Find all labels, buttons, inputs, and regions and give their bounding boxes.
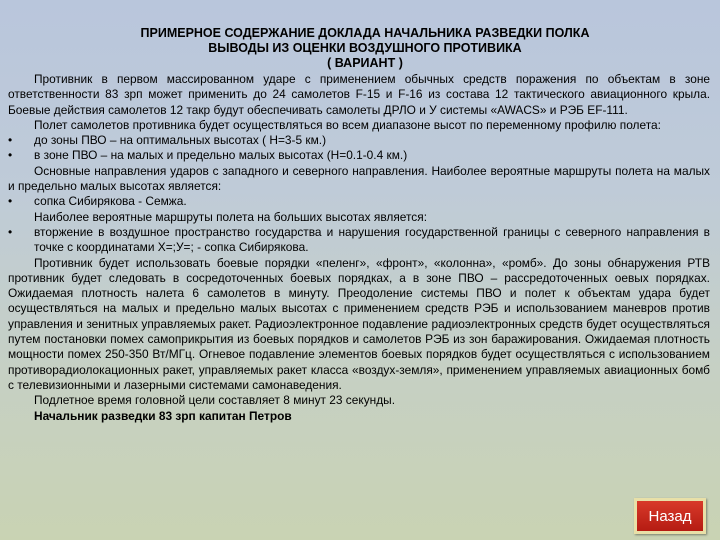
paragraph-battle-formations: Противник будет использовать боевые порядки «пеленг», «фронт», «колонна», «ромб». До зоны обнаружения РТВ противник будет следовать в сосредоточенных боевых порядках, а в зоне ПВО – рассредоточенных оевых порядках. Ожидаемая плотность налета 6 самолетов в минуту. Преодоление системы ПВО и полет к объектам удара будет осуществляться на малых и предельно малых высотах с применением средств РЭБ и использованием маневров против управления и зенитных управляемых ракет. Радиоэлектронное подавление радиоэлектронных средств будет осуществляться путем постановки помех самоприкрытия из боевых порядков и самолетов РЭБ из зон баражирования. Ожидаемая плотность мощности помех 250-350 Вт/МГц. Огневое подавление элементов боевых порядков будет осуществляться с использованием противорадиолокационных ракет, управляемых ракет класса «воздух-земля», применением управляемых авиационных бомб с телевизионными и лазерными системами самонаведения. [8, 255, 710, 392]
bullet-icon: • [8, 148, 13, 163]
bullet-text: в зоне ПВО – на малых и предельно малых высотах (Н=0.1-0.4 км.) [34, 148, 408, 163]
bullet-item [8, 194, 710, 209]
bullet-text: до зоны ПВО – на оптимальных высотах ( Н=3-5 км.) [34, 133, 327, 148]
bullet-icon: • [8, 133, 13, 148]
paragraph-enemy-strike: Противник в первом массированном ударе с применением обычных средств поражения по объектам в зоне ответственности 83 зрп может применить до 24 самолетов F-15 и F-16 из состава 12 тактического авиационного крыла. Боевые действия самолетов 12 такр будут обеспечивать самолеты ДРЛО и У системы «AWACS» и РЭБ EF-111. [8, 72, 710, 117]
bullet-item [8, 148, 710, 163]
report-body [8, 72, 710, 424]
bullet-item [8, 133, 710, 148]
bullet-text: вторжение в воздушное пространство государства и нарушения государственной границы с северного направления в точке с координатами Х=;У=; - сопка Сибирякова. [34, 224, 710, 255]
bullet-text: сопка Сибирякова - Семжа. [34, 194, 187, 209]
title-line-3: ( ВАРИАНТ ) [327, 56, 403, 70]
bullet-icon: • [8, 194, 13, 209]
paragraph-flight-profile: Полет самолетов противника будет осуществляться во всем диапазоне высот по переменному профилю полета: [34, 117, 661, 132]
paragraph-flight-time: Подлетное время головной цели составляет 8 минут 23 секунды. [34, 393, 395, 408]
back-button[interactable] [634, 498, 706, 534]
bullet-icon: • [8, 224, 13, 239]
slide-title [60, 26, 670, 71]
signature: Начальник разведки 83 зрп капитан Петров [34, 408, 292, 423]
back-button-label: Назад [648, 507, 692, 525]
bullet-item [8, 225, 710, 256]
paragraph-strike-directions: Основные направления ударов с западного и северного направления. Наиболее вероятные маршруты полета на малых и предельно малых высотах является: [8, 163, 710, 194]
title-line-2: ВЫВОДЫ ИЗ ОЦЕНКИ ВОЗДУШНОГО ПРОТИВИКА [208, 41, 522, 55]
title-line-1: ПРИМЕРНОЕ СОДЕРЖАНИЕ ДОКЛАДА НАЧАЛЬНИКА РАЗВЕДКИ ПОЛКА [140, 26, 590, 40]
paragraph-high-altitude-routes: Наиболее вероятные маршруты полета на больших высотах является: [34, 209, 427, 224]
